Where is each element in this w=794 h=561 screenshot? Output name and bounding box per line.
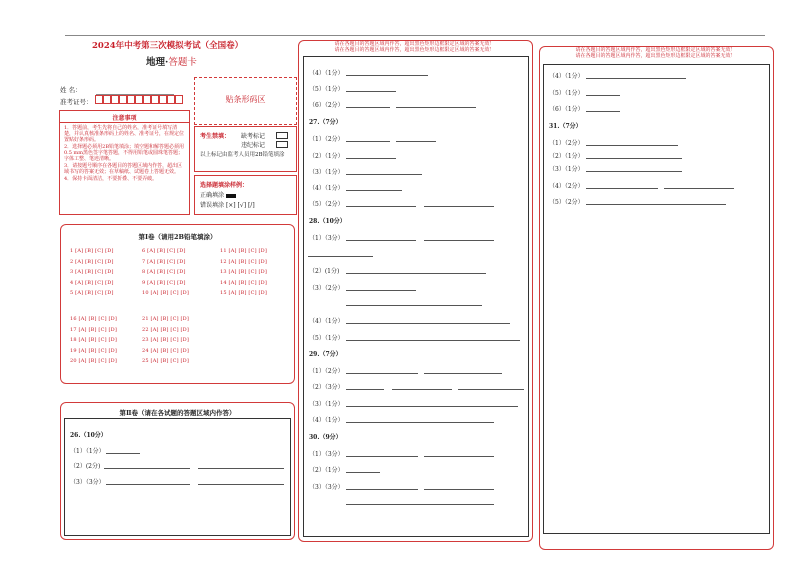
q29-1: （1）（2分） <box>309 368 344 375</box>
q31-label: 31.（7分） <box>549 123 582 130</box>
p3-top-5: （5）（1分） <box>549 90 584 97</box>
q27-1-line-1[interactable] <box>346 141 390 142</box>
question-16-bubbles[interactable]: 16 [A] [B] [C] [D] <box>70 316 118 322</box>
question-19-bubbles[interactable]: 19 [A] [B] [C] [D] <box>70 347 118 354</box>
violation-mark-box[interactable] <box>276 141 288 148</box>
status-box <box>194 126 297 172</box>
q26-1-line[interactable] <box>106 453 140 454</box>
q28-4: （4）（1分） <box>309 318 344 325</box>
q28-3-line-2[interactable] <box>346 305 482 306</box>
question-24-bubbles[interactable]: 24 [A] [B] [C] [D] <box>142 347 190 354</box>
q29-2: （2）（3分） <box>309 384 344 391</box>
q30-2-line-1[interactable] <box>346 472 380 473</box>
q27-4-line-1[interactable] <box>346 190 402 191</box>
q29-2-line-3[interactable] <box>458 389 524 390</box>
q28-3: （3）（2分） <box>309 285 344 292</box>
fill-sample-box <box>194 175 297 215</box>
section-2-title: 第Ⅱ卷（请在各试题的答题区域内作答） <box>119 409 236 417</box>
q27-1-line-2[interactable] <box>396 141 436 142</box>
q26-3: （3）（3分） <box>70 479 105 486</box>
q30-3-line-1[interactable] <box>346 489 418 490</box>
q31-2: （2）（1分） <box>549 153 584 160</box>
q30-1-line-2[interactable] <box>424 456 494 457</box>
question-9-bubbles[interactable]: 9 [A] [B] [C] [D] <box>142 279 186 286</box>
q30-2: （2）（1分） <box>309 467 344 474</box>
q26-label: 26.（10分） <box>70 432 107 439</box>
question-25-bubbles[interactable]: 25 [A] [B] [C] [D] <box>142 358 190 364</box>
question-20-bubbles[interactable]: 20 [A] [B] [C] [D] <box>70 358 118 364</box>
question-15-bubbles[interactable]: 15 [A] [B] [C] [D] <box>220 290 268 296</box>
notice-title: 注意事项 <box>60 111 189 123</box>
q26-2-line-a[interactable] <box>104 468 190 469</box>
q28-1-line-2[interactable] <box>424 240 494 241</box>
q29-1-line-2[interactable] <box>424 373 502 374</box>
q31-4-line-2[interactable] <box>664 188 734 189</box>
exam-title: 2024年中考第三次模拟考试（全国卷） <box>92 41 244 51</box>
q27-label: 27.（7分） <box>309 119 342 126</box>
q27-3: （3）（1分） <box>309 169 344 176</box>
panel-3-warning: 请在各题目的答题区域内作答，超出黑色矩形边框限定区域的答案无效！ 请在各题目的答题区域内作答，超出黑色矩形边框限定区域的答案无效！ <box>575 47 736 59</box>
p2-top-6-line-1[interactable] <box>346 107 390 108</box>
card-name: 答题卡 <box>168 57 197 68</box>
q31-1: （1）（2分） <box>549 140 584 147</box>
q31-4-line-1[interactable] <box>586 188 658 189</box>
section-1-title: 第Ⅰ卷（请用2B铅笔填涂） <box>138 233 217 241</box>
question-21-bubbles[interactable]: 21 [A] [B] [C] [D] <box>142 316 190 322</box>
question-22-bubbles[interactable]: 22 [A] [B] [C] [D] <box>142 326 190 333</box>
q28-2: （2）(1分) <box>309 268 340 275</box>
q26-3-line-b[interactable] <box>198 484 284 485</box>
q27-5: （5）（2分） <box>309 201 344 208</box>
question-18-bubbles[interactable]: 18 [A] [B] [C] [D] <box>70 337 118 343</box>
p3-top-4-line-1[interactable] <box>586 78 686 79</box>
p2-top-6: （6）（2分） <box>309 102 344 109</box>
question-2-bubbles[interactable]: 2 [A] [B] [C] [D] <box>70 258 114 265</box>
question-8-bubbles[interactable]: 8 [A] [B] [C] [D] <box>142 269 186 275</box>
q28-1-line-1[interactable] <box>346 240 416 241</box>
panel-3-inner <box>543 64 770 534</box>
absent-mark-label: 缺考标记 <box>241 133 266 140</box>
answer-card-title <box>146 54 197 68</box>
notice-item-1: 1．答题前，考生先将自己的姓名，准考证号填写清楚，并认真核准条形码上的姓名、准考证号，在规定位置贴好条形码。 <box>64 125 185 143</box>
q28-4-line-1[interactable] <box>346 323 510 324</box>
question-10-bubbles[interactable]: 10 [A] [B] [C] [D] <box>142 290 190 296</box>
absent-mark-box[interactable] <box>276 132 288 139</box>
q31-2-line-1[interactable] <box>586 158 682 159</box>
notice-item-3: 3．请按题号顺序在各题目的答题区域内作答，超出区域书写的答案无效；在草稿纸、试题卷上答题无效。 <box>64 163 183 175</box>
q31-3-line-1[interactable] <box>586 171 682 172</box>
q30-1: （1）（3分） <box>309 451 344 458</box>
notice-items <box>64 125 185 182</box>
q30-label: 30.（9分） <box>309 434 342 441</box>
q28-label: 28.（10分） <box>309 218 346 225</box>
fill-sample-title: 选择题填涂样例： <box>200 182 249 189</box>
question-6-bubbles[interactable]: 6 [A] [B] [C] [D] <box>142 248 186 254</box>
p2-top-4-line-1[interactable] <box>346 75 428 76</box>
notice-item-4: 4．保持卡面清洁，不要折叠、不要弄破。 <box>64 176 158 182</box>
q28-3-line-1[interactable] <box>346 290 416 291</box>
p3-top-5-line-1[interactable] <box>586 95 620 96</box>
q28-5: （5）（1分） <box>309 335 344 342</box>
p2-top-4: （4）（1分） <box>309 70 344 77</box>
p2-top-5: （5）（1分） <box>309 86 344 93</box>
subject-label: 地理 <box>146 57 166 68</box>
violation-mark-label: 违纪标记 <box>241 142 266 149</box>
question-17-bubbles[interactable]: 17 [A] [B] [C] [D] <box>70 326 118 333</box>
q31-4: （4）（2分） <box>549 183 584 190</box>
name-label: 姓 名： <box>60 86 82 94</box>
question-14-bubbles[interactable]: 14 [A] [B] [C] [D] <box>220 279 268 286</box>
q27-2-line-1[interactable] <box>346 158 396 159</box>
correct-fill: 正确填涂 <box>200 190 236 199</box>
q27-5-line-2[interactable] <box>424 206 494 207</box>
q28-1-line-3[interactable] <box>308 256 373 257</box>
q29-2-line-1[interactable] <box>346 389 384 390</box>
question-12-bubbles[interactable]: 12 [A] [B] [C] [D] <box>220 258 268 265</box>
q29-2-line-2[interactable] <box>392 389 452 390</box>
q27-4: （4）（1分） <box>309 185 344 192</box>
q26-2-line-b[interactable] <box>198 468 284 469</box>
q31-5: （5）（2分） <box>549 199 584 206</box>
q29-label: 29.（7分） <box>309 351 342 358</box>
q29-1-line-1[interactable] <box>346 373 418 374</box>
question-5-bubbles[interactable]: 5 [A] [B] [C] [D] <box>70 290 114 296</box>
q31-3: （3）（1分） <box>549 166 584 173</box>
p2-top-5-line-1[interactable] <box>346 91 396 92</box>
p3-top-6-line-1[interactable] <box>586 111 620 112</box>
q26-3-line-a[interactable] <box>106 484 190 485</box>
question-3-bubbles[interactable]: 3 [A] [B] [C] [D] <box>70 269 114 275</box>
wrong-fill: 错误填涂 [×] [√] [/] <box>200 202 255 209</box>
barcode-area <box>194 77 297 125</box>
q27-5-line-1[interactable] <box>346 206 416 207</box>
status-desc: 以上标记由监考人员用2B铅笔填涂 <box>200 152 285 158</box>
id-boxes[interactable] <box>95 95 183 104</box>
title-dot: · <box>165 57 169 68</box>
q29-3: （3）（1分） <box>309 401 344 408</box>
question-23-bubbles[interactable]: 23 [A] [B] [C] [D] <box>142 337 190 343</box>
q27-1: （1）（2分） <box>309 136 344 143</box>
q28-2-line-1[interactable] <box>346 273 486 274</box>
question-1-bubbles[interactable]: 1 [A] [B] [C] [D] <box>70 248 114 254</box>
q26-2: （2）(2分) <box>70 463 101 470</box>
p3-top-6: （6）（1分） <box>549 106 584 113</box>
q28-5-line-1[interactable] <box>346 340 520 341</box>
question-11-bubbles[interactable]: 11 [A] [B] [C] [D] <box>220 248 268 254</box>
q27-2: （2）（1分） <box>309 153 344 160</box>
q30-3-line-3[interactable] <box>346 504 494 505</box>
question-4-bubbles[interactable]: 4 [A] [B] [C] [D] <box>70 279 114 286</box>
notice-box <box>59 110 190 215</box>
q30-1-line-1[interactable] <box>346 456 418 457</box>
notice-item-2: 2．选择题必须用2B铅笔填涂；填空题和解答题必须用0.5 mm黑色签字笔答题，不得用铅笔或圆珠笔答题；字体工整、笔迹清晰。 <box>64 144 185 162</box>
q30-3: （3）（3分） <box>309 484 344 491</box>
q30-3-line-2[interactable] <box>424 489 494 490</box>
p3-top-4: （4）（1分） <box>549 73 584 80</box>
barcode-label: 贴条形码区 <box>225 95 266 104</box>
q31-5-line-1[interactable] <box>586 204 726 205</box>
q26-1: （1）（1分） <box>70 448 105 455</box>
id-label: 准考证号： <box>60 98 93 106</box>
status-label: 考生禁填： <box>200 133 231 140</box>
q27-3-line-1[interactable] <box>346 174 422 175</box>
p2-top-6-line-2[interactable] <box>396 107 476 108</box>
q28-1: （1）（3分） <box>309 235 344 242</box>
q29-3-line-1[interactable] <box>346 406 518 407</box>
q29-4-line-1[interactable] <box>346 422 494 423</box>
top-rule <box>65 35 765 36</box>
panel-2-warning: 请在各题目的答题区域内作答，超出黑色矩形边框限定区域的答案无效！ 请在各题目的答题区域内作答，超出黑色矩形边框限定区域的答案无效！ <box>334 41 495 53</box>
question-13-bubbles[interactable]: 13 [A] [B] [C] [D] <box>220 269 268 275</box>
q29-4: （4）（1分） <box>309 417 344 424</box>
question-7-bubbles[interactable]: 7 [A] [B] [C] [D] <box>142 258 186 265</box>
q31-1-line-1[interactable] <box>586 145 678 146</box>
